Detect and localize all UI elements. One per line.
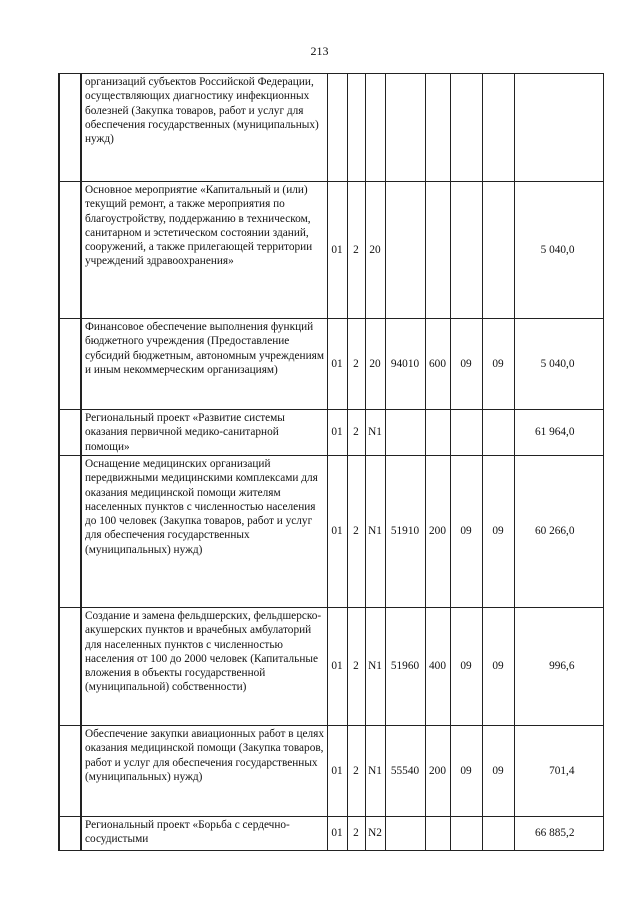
code-cell: 2 <box>347 319 365 410</box>
empty-cell <box>59 456 81 608</box>
table-row <box>59 182 603 319</box>
code-cell: 09 <box>450 726 482 817</box>
code-cell: 400 <box>425 608 450 726</box>
code-cell: 09 <box>482 726 514 817</box>
table-row <box>59 74 603 182</box>
code-cell <box>327 74 347 182</box>
amount-cell: 60 266,0 <box>514 456 603 608</box>
row-name-cell: Основное мероприятие «Капитальный и (или) текущий ремонт, а также мероприятия по благоустройству, поддержанию в техническом, санитарном и эстетическом состоянии зданий, сооружений, а также прилегающей территории учреждений здравоохранения» <box>81 182 327 319</box>
code-cell: 01 <box>327 319 347 410</box>
code-cell: 01 <box>327 182 347 319</box>
code-cell: 200 <box>425 726 450 817</box>
code-cell <box>482 74 514 182</box>
code-cell: N1 <box>365 456 385 608</box>
code-cell: N1 <box>365 608 385 726</box>
code-cell: 01 <box>327 817 347 851</box>
amount-cell <box>514 74 603 182</box>
table-row <box>59 410 603 456</box>
empty-cell <box>59 74 81 182</box>
table-row <box>59 319 603 410</box>
code-cell <box>365 74 385 182</box>
code-cell <box>425 817 450 851</box>
code-cell: 2 <box>347 456 365 608</box>
code-cell: 55540 <box>385 726 425 817</box>
amount-cell: 5 040,0 <box>514 319 603 410</box>
budget-table <box>58 73 604 851</box>
empty-cell <box>59 817 81 851</box>
code-cell: 94010 <box>385 319 425 410</box>
row-name-cell: организаций субъектов Российской Федерации, осуществляющих диагностику инфекционных болезней (Закупка товаров, работ и услуг для обеспечения государственных (муниципальных) нужд) <box>81 74 327 182</box>
row-name-cell: Финансовое обеспечение выполнения функций бюджетного учреждения (Предоставление субсидий бюджетным, автономным учреждениям и иным некоммерческим организациям) <box>81 319 327 410</box>
code-cell: 09 <box>482 319 514 410</box>
code-cell: 01 <box>327 726 347 817</box>
code-cell: 09 <box>450 319 482 410</box>
code-cell: 09 <box>450 608 482 726</box>
code-cell <box>425 182 450 319</box>
table-row <box>59 817 603 851</box>
empty-cell <box>59 182 81 319</box>
code-cell: 09 <box>450 456 482 608</box>
code-cell: 51960 <box>385 608 425 726</box>
table-row <box>59 608 603 726</box>
code-cell: 600 <box>425 319 450 410</box>
code-cell: 2 <box>347 410 365 456</box>
empty-cell <box>59 608 81 726</box>
code-cell: 01 <box>327 456 347 608</box>
empty-cell <box>59 410 81 456</box>
code-cell: 20 <box>365 182 385 319</box>
code-cell: 2 <box>347 817 365 851</box>
code-cell: 09 <box>482 608 514 726</box>
row-name-cell: Создание и замена фельдшерских, фельдшерско-акушерских пунктов и врачебных амбулаторий для населенных пунктов с численностью населения от 100 до 2000 человек (Капитальные вложения в объекты государственной (муниципальной) собственности) <box>81 608 327 726</box>
code-cell: 20 <box>365 319 385 410</box>
code-cell <box>347 74 365 182</box>
code-cell <box>450 817 482 851</box>
row-name-cell: Обеспечение закупки авиационных работ в целях оказания медицинской помощи (Закупка товаров, работ и услуг для обеспечения государственных (муниципальных) нужд) <box>81 726 327 817</box>
amount-cell: 701,4 <box>514 726 603 817</box>
empty-cell <box>59 319 81 410</box>
row-name-cell: Оснащение медицинских организаций передвижными медицинскими комплексами для оказания медицинской помощи жителям населенных пунктов с численностью населения до 100 человек (Закупка товаров, работ и услуг для обеспечения государственных (муниципальных) нужд) <box>81 456 327 608</box>
amount-cell: 61 964,0 <box>514 410 603 456</box>
code-cell: 09 <box>482 456 514 608</box>
code-cell <box>450 74 482 182</box>
empty-cell <box>59 726 81 817</box>
code-cell: 2 <box>347 726 365 817</box>
code-cell <box>385 74 425 182</box>
code-cell <box>385 817 425 851</box>
code-cell <box>450 410 482 456</box>
code-cell: 2 <box>347 182 365 319</box>
code-cell <box>450 182 482 319</box>
code-cell: N1 <box>365 726 385 817</box>
code-cell <box>385 410 425 456</box>
row-name-cell: Региональный проект «Развитие системы оказания первичной медико-санитарной помощи» <box>81 410 327 456</box>
code-cell: N1 <box>365 410 385 456</box>
table-row <box>59 726 603 817</box>
code-cell <box>385 182 425 319</box>
code-cell <box>482 410 514 456</box>
page-number: 213 <box>310 44 329 58</box>
code-cell <box>482 817 514 851</box>
code-cell <box>425 74 450 182</box>
amount-cell: 5 040,0 <box>514 182 603 319</box>
code-cell: 51910 <box>385 456 425 608</box>
code-cell: 200 <box>425 456 450 608</box>
code-cell: N2 <box>365 817 385 851</box>
amount-cell: 996,6 <box>514 608 603 726</box>
row-name-cell: Региональный проект «Борьба с сердечно-сосудистыми <box>81 817 327 851</box>
code-cell <box>425 410 450 456</box>
code-cell: 2 <box>347 608 365 726</box>
table-row <box>59 456 603 608</box>
amount-cell: 66 885,2 <box>514 817 603 851</box>
code-cell: 01 <box>327 410 347 456</box>
code-cell: 01 <box>327 608 347 726</box>
code-cell <box>482 182 514 319</box>
